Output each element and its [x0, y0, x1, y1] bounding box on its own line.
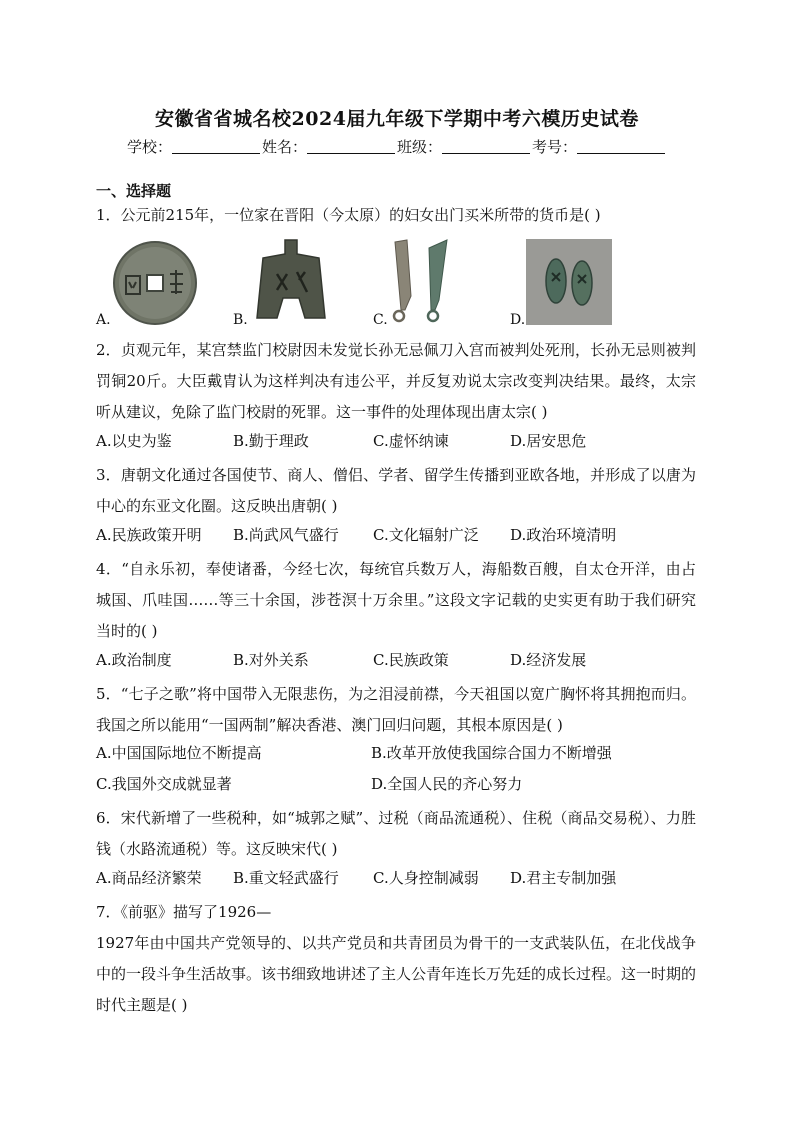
- q5-option-b[interactable]: B.改革开放使我国综合国力不断增强: [371, 744, 612, 762]
- class-label: 班级：: [397, 138, 443, 156]
- q2-option-d[interactable]: D.居安思危: [510, 432, 587, 450]
- question-5: 5．“七子之歌”将中国带入无限悲伤，为之泪浸前襟，今天祖国以宽广胸怀将其拥抱而归。我国之所以能用“一国两制”解决香港、澳门回归问题，其根本原因是( ): [96, 685, 696, 734]
- question-4: 4．“自永乐初，奉使诸番，今经七次，每统官兵数万人，海船数百艘，自太仓开洋，由占城国、爪哇国……等三十余国，涉苍溟十万余里。”这段文字记载的史实更有助于我们研究当时的( ): [96, 560, 696, 640]
- q5-option-a[interactable]: A.中国国际地位不断提高: [96, 744, 262, 762]
- knife-coin-icon: [387, 238, 467, 326]
- school-blank[interactable]: [172, 140, 260, 154]
- antnose-coin-icon: [526, 239, 612, 325]
- spade-coin-icon: [251, 238, 331, 326]
- class-blank[interactable]: [442, 140, 530, 154]
- question-6: 6．宋代新增了一些税种，如“城郭之赋”、过税（商品流通税）、住税（商品交易税）、力胜钱（水路流通税）等。这反映宋代( ): [96, 809, 696, 858]
- q3-options: [96, 524, 696, 552]
- exam-title: 安徽省省城名校2024届九年级下学期中考六模历史试卷: [155, 108, 639, 130]
- q6-option-a[interactable]: A.商品经济繁荣: [96, 869, 202, 887]
- q3-option-b[interactable]: B.尚武风气盛行: [233, 526, 339, 544]
- q5-options-row2: [96, 773, 696, 801]
- question-2: 2．贞观元年，某宫禁监门校尉因未发觉长孙无忌佩刀入宫而被判处死刑，长孙无忌则被判罚铜20斤。大臣戴胄认为这样判决有违公平，并反复劝说太宗改变判决结果。最终，太宗听从建议，免除了监门校尉的死罪。这一事件的处理体现出唐太宗( ): [96, 341, 696, 421]
- q1-option-d-label: D.: [510, 312, 526, 328]
- number-blank[interactable]: [577, 140, 665, 154]
- q4-option-d[interactable]: D.经济发展: [510, 651, 587, 669]
- q6-option-b[interactable]: B.重文轻武盛行: [233, 869, 339, 887]
- question-1: 1．公元前215年，一位家在晋阳（今太原）的妇女出门买米所带的货币是( ): [96, 206, 601, 224]
- q1-option-b-label: B.: [233, 312, 248, 328]
- name-blank[interactable]: [307, 140, 395, 154]
- q2-option-c[interactable]: C.虚怀纳谏: [373, 432, 449, 450]
- q3-option-d[interactable]: D.政治环境清明: [510, 526, 617, 544]
- section-heading: 一、选择题: [96, 182, 172, 200]
- q3-option-c[interactable]: C.文化辐射广泛: [373, 526, 479, 544]
- q3-option-a[interactable]: A.民族政策开明: [96, 526, 202, 544]
- q2-option-a[interactable]: A.以史为鉴: [96, 432, 172, 450]
- question-3: 3．唐朝文化通过各国使节、商人、僧侣、学者、留学生传播到亚欧各地，并形成了以唐为中心的东亚文化圈。这反映出唐朝( ): [96, 466, 696, 515]
- q4-options: [96, 649, 696, 677]
- number-label: 考号：: [532, 138, 578, 156]
- question-7-line1: 7．《前驱》描写了1926—: [96, 903, 272, 921]
- q2-options: [96, 430, 696, 458]
- q6-options: [96, 867, 696, 895]
- q5-option-c[interactable]: C.我国外交成就显著: [96, 775, 232, 793]
- q4-option-a[interactable]: A.政治制度: [96, 651, 172, 669]
- name-label: 姓名：: [261, 138, 307, 156]
- q4-option-b[interactable]: B.对外关系: [233, 651, 309, 669]
- q5-options-row1: [96, 742, 696, 770]
- q5-option-d[interactable]: D.全国人民的齐心努力: [371, 775, 523, 793]
- school-label: 学校：: [126, 138, 172, 156]
- q6-option-d[interactable]: D.君主专制加强: [510, 869, 617, 887]
- student-info-line: [0, 136, 794, 157]
- q6-option-c[interactable]: C.人身控制减弱: [373, 869, 479, 887]
- question-7: 1927年由中国共产党领导的、以共产党员和共青团员为骨干的一支武装队伍，在北伐战争中的一段斗争生活故事。该书细致地讲述了主人公青年连长万先廷的成长过程。这一时期的时代主题是( ): [96, 934, 697, 1014]
- q1-option-a-label: A.: [96, 312, 111, 328]
- q4-option-c[interactable]: C.民族政策: [373, 651, 449, 669]
- banliang-coin-icon: [110, 238, 200, 328]
- q2-option-b[interactable]: B.勤于理政: [233, 432, 309, 450]
- q1-option-c-label: C.: [373, 312, 388, 328]
